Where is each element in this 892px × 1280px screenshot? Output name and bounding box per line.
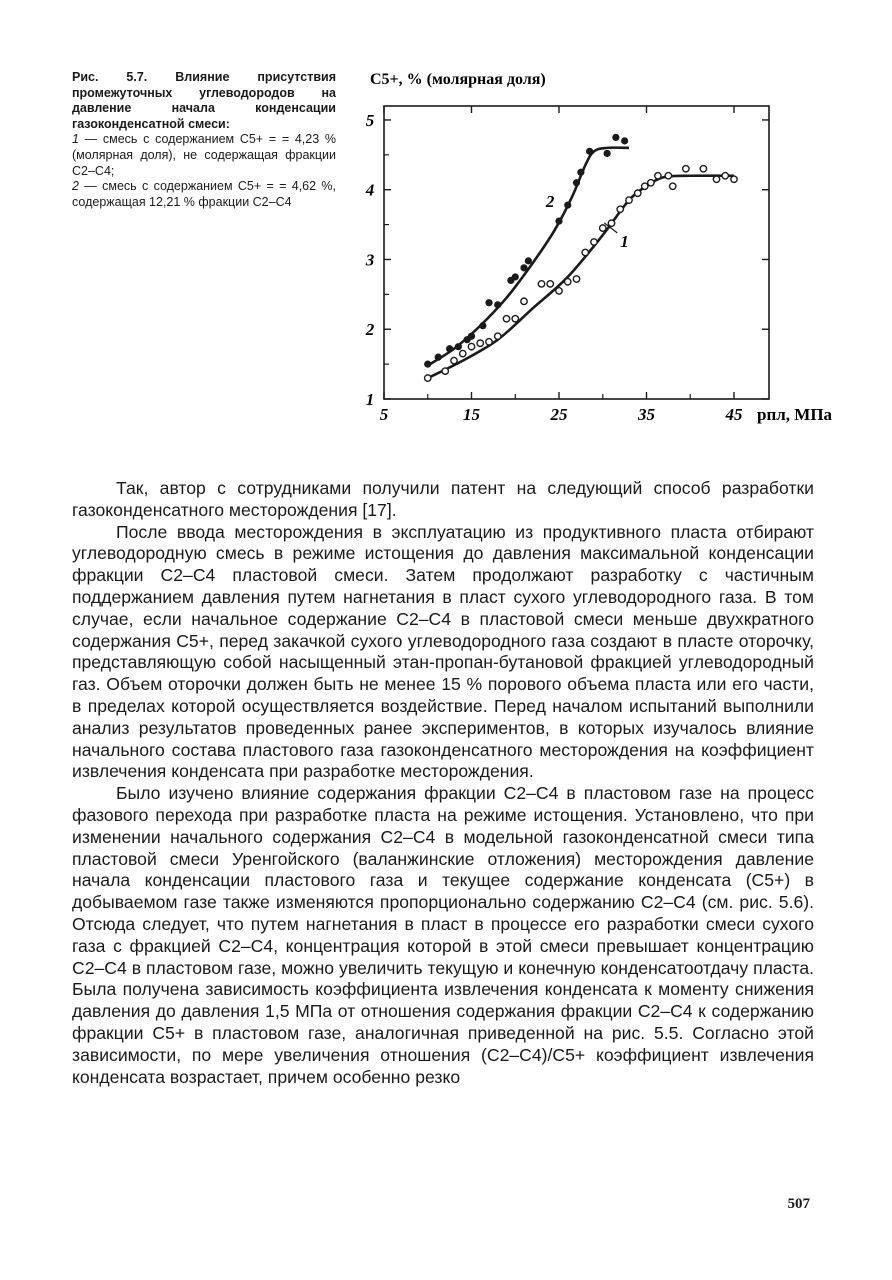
- curve-label-2: 2: [545, 192, 555, 212]
- caption-item-2-num: 2: [72, 179, 79, 194]
- page-number: 507: [787, 1196, 810, 1212]
- x-tick-label: 25: [550, 405, 568, 424]
- series-2-point: [455, 343, 462, 350]
- y-tick-label: 2: [365, 320, 375, 340]
- series-1-point: [683, 166, 689, 172]
- x-tick-label: 5: [379, 405, 389, 424]
- caption-item-1-num: 1: [72, 132, 79, 147]
- caption-item-1-text: — смесь с содержанием C5+ = = 4,23 % (молярная доля), не содержащая фракции C2–C4;: [72, 132, 336, 178]
- curve-label-1: 1: [620, 231, 629, 251]
- series-2-point: [612, 134, 619, 141]
- series-1-point: [600, 225, 606, 231]
- series-1-point: [722, 173, 728, 179]
- series-2-point: [525, 257, 532, 264]
- series-1-point: [713, 176, 719, 182]
- series-2-point: [485, 299, 492, 306]
- chart: [352, 64, 833, 444]
- series-1-point: [442, 368, 448, 374]
- caption-item-1: [72, 132, 336, 179]
- series-2-point: [435, 354, 442, 361]
- series-1-point: [565, 279, 571, 285]
- series-1-point: [486, 339, 492, 345]
- series-1-point: [655, 173, 661, 179]
- series-1-point: [582, 249, 588, 255]
- x-tick-label: 45: [725, 405, 743, 424]
- series-1-point: [451, 357, 457, 363]
- chart-points: [424, 134, 737, 381]
- series-1-point: [626, 197, 632, 203]
- series-2-point: [494, 301, 501, 308]
- series-1-point: [665, 173, 671, 179]
- paragraph-2: После ввода месторождения в эксплуатацию из продуктивного пласта отбирают углеводородную смесь в режиме истощения до давления максимальной конденсации фракции C2–C4 пластовой смеси. Затем продолжают разработку с частичным поддержанием давления путем нагнетания в пласт сухого углеводородного газа. В том случае, если начальное содержание C2–C4 в пластовой смеси меньше двухкратного содержания C5+, перед закачкой сухого углеводородного газа создают в пласте оторочку, представляющую собой насыщенный этан-пропан-бутановой фракцией углеводородный газ. Объем оторочки должен быть не менее 15 % порового объема пласта или его части, в пределах которой осуществляется воздействие. Перед началом испытаний выполнили анализ результатов проведенных ранее экспериментов, в которых изучалось влияние начального состава пластового газа газоконденсатного месторождения на коэффициент извлечения конденсата при разработке месторождения.: [72, 521, 814, 782]
- series-2-point: [468, 333, 475, 340]
- series-2-point: [621, 137, 628, 144]
- chart-xlabel: pпл, МПа: [757, 405, 833, 424]
- series-2-point: [424, 361, 431, 368]
- chart-ylabel: C5+, % (молярная доля): [370, 71, 546, 88]
- series-1-point: [495, 333, 501, 339]
- caption-item-2-text: — смесь с содержанием C5+ = = 4,62 %, содержащая 12,21 % фракции C2–C4: [72, 179, 336, 209]
- series-1-point: [617, 206, 623, 212]
- series-1-point: [635, 190, 641, 196]
- series-1-point: [521, 298, 527, 304]
- series-2-point: [604, 150, 611, 157]
- series-1-point: [425, 375, 431, 381]
- series-1-point: [670, 183, 676, 189]
- series-2-point: [512, 273, 519, 280]
- y-tick-label: 3: [365, 250, 375, 270]
- series-1-point: [538, 281, 544, 287]
- x-tick-label: 35: [638, 405, 655, 424]
- series-1-point: [648, 180, 654, 186]
- series-2-point: [573, 179, 580, 186]
- plot-frame: [384, 106, 769, 399]
- series-2-point: [564, 201, 571, 208]
- series-1-point: [477, 340, 483, 346]
- series-1-point: [460, 350, 466, 356]
- paragraph-1: Так, автор с сотрудниками получили патент на следующий способ разработки газоконденсатного месторождения [17].: [72, 478, 814, 520]
- body-text: [72, 478, 814, 1088]
- series-1-point: [556, 288, 562, 294]
- x-tick-label: 15: [463, 405, 480, 424]
- series-1-point: [642, 183, 648, 189]
- series-1-point: [573, 276, 579, 282]
- y-tick-label: 5: [365, 110, 375, 130]
- series-2-point: [446, 345, 453, 352]
- figure-caption: [72, 70, 336, 210]
- series-2-point: [520, 264, 527, 271]
- series-1-point: [700, 166, 706, 172]
- series-2-curve: [428, 148, 629, 366]
- paragraph-3: Было изучено влияние содержания фракции C2–C4 в пластовом газе на процесс фазового перехода при разработке пласта на режиме истощения. Установлено, что при изменении начального содержания C2–C4 в модельной газоконденсатной смеси типа пластовой смеси Уренгойского (валанжинские отложения) месторождения давление начала конденсации пластового газа и текущее содержание конденсата (C5+) в добываемом газе также изменяются пропорционально содержанию C2–C4 (см. рис. 5.6). Отсюда следует, что путем нагнетания в пласт в процессе его разработки смеси сухого газа с фракцией C2–C4, концентрация которой в этой смеси превышает концентрацию C2–C4 в пластовом газе, можно увеличить текущую и конечную конденсатоотдачу пласта. Была получена зависимость коэффициента извлечения конденсата к моменту снижения давления до давления 1,5 МПа от отношения содержания фракции C2–C4 к содержанию фракции C5+ в пластовом газе, аналогичная приведенной на рис. 5.5. Согласно этой зависимости, по мере увеличения отношения (C2–C4)/C5+ коэффициент извлечения конденсата возрастает, причем особенно резко: [72, 783, 814, 1087]
- series-1-point: [503, 316, 509, 322]
- series-1-point: [591, 239, 597, 245]
- chart-axes: [365, 106, 833, 424]
- series-2-point: [586, 148, 593, 155]
- series-1-point: [731, 176, 737, 182]
- series-2-point: [577, 169, 584, 176]
- series-1-point: [512, 316, 518, 322]
- series-1-point: [468, 343, 474, 349]
- series-2-point: [555, 218, 562, 225]
- series-1-point: [547, 281, 553, 287]
- caption-item-2: [72, 179, 336, 210]
- y-tick-label: 1: [365, 390, 375, 409]
- caption-title: Рис. 5.7. Влияние присутствия промежуточных углеводородов на давление начала конденсации газоконденсатной смеси:: [72, 70, 336, 131]
- series-2-point: [479, 322, 486, 329]
- series-1-point: [608, 220, 614, 226]
- y-tick-label: 4: [365, 180, 375, 200]
